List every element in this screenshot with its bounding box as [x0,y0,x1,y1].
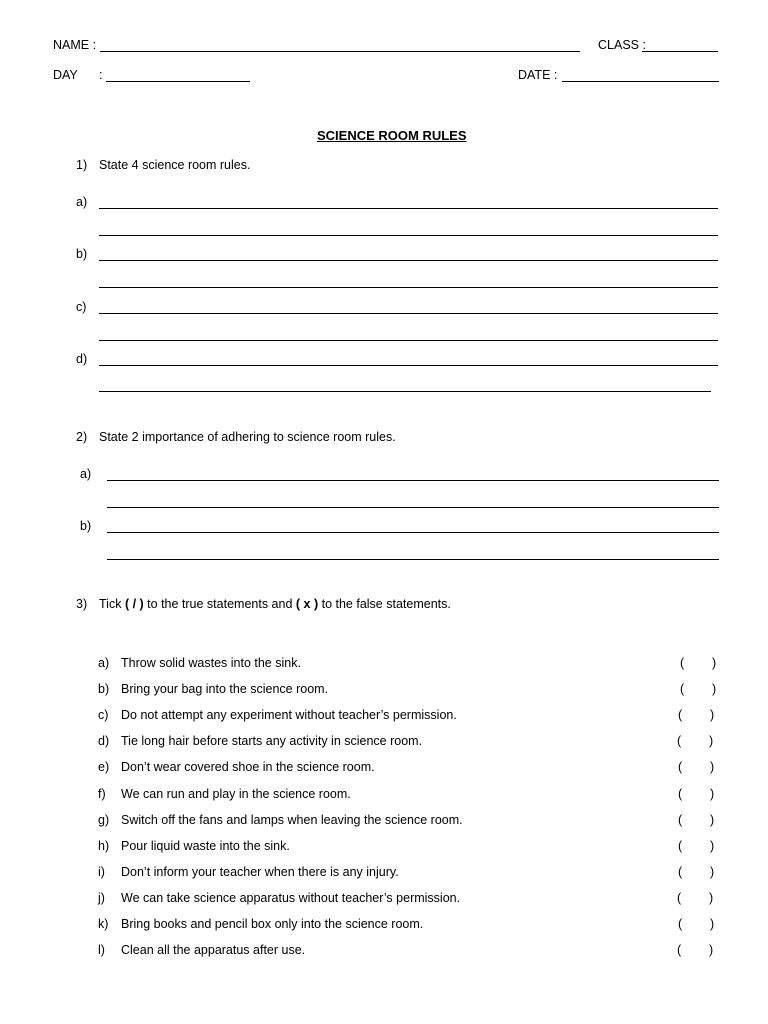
answer-box-close-paren: ) [709,734,714,748]
answer-box-open-paren: ( [678,787,683,801]
class-field[interactable] [642,51,718,52]
statement-letter: e) [98,760,110,774]
q3-instruction [99,597,451,611]
q1-item-c-label: c) [76,300,87,314]
q1-d-answer-line-1[interactable] [99,365,718,366]
answer-box[interactable] [678,839,716,855]
answer-box[interactable] [680,682,718,698]
q1-item-a-label: a) [76,195,88,209]
answer-box-open-paren: ( [678,865,683,879]
answer-box[interactable] [678,708,716,724]
answer-box[interactable] [678,813,716,829]
q3-text-before: Tick [99,597,122,611]
q2-item-b-label: b) [80,519,92,533]
q2-a-answer-line-2[interactable] [107,507,719,508]
answer-box-open-paren: ( [680,682,685,696]
statement-text: Pour liquid waste into the sink. [121,839,290,853]
answer-box-close-paren: ) [709,891,714,905]
q1-b-answer-line-2[interactable] [99,287,718,288]
answer-box-open-paren: ( [677,891,682,905]
statement-text: Bring books and pencil box only into the science room. [121,917,424,931]
answer-box-close-paren: ) [710,865,715,879]
answer-box-close-paren: ) [710,787,715,801]
answer-box[interactable] [678,917,716,933]
q2-a-answer-line-1[interactable] [107,480,719,481]
day-colon: : [99,68,103,82]
q1-item-b-label: b) [76,247,88,261]
statement-letter: b) [98,682,110,696]
answer-box[interactable] [677,734,715,750]
q2-text: State 2 importance of adhering to science room rules. [99,430,396,444]
answer-box-open-paren: ( [678,839,683,853]
q1-c-answer-line-2[interactable] [99,340,718,341]
q3-text-middle: to the true statements and [147,597,293,611]
statement-letter: d) [98,734,110,748]
cross-mark-symbol: ( x ) [295,597,319,611]
q1-text: State 4 science room rules. [99,158,251,172]
answer-box-open-paren: ( [678,708,683,722]
q2-b-answer-line-2[interactable] [107,559,719,560]
class-label: CLASS : [598,38,646,52]
answer-box-close-paren: ) [712,656,717,670]
answer-box-close-paren: ) [709,943,714,957]
statement-letter: j) [98,891,105,905]
statement-letter: h) [98,839,110,853]
statement-letter: g) [98,813,110,827]
answer-box-close-paren: ) [710,760,715,774]
answer-box-close-paren: ) [710,839,715,853]
answer-box[interactable] [680,656,718,672]
statement-text: Switch off the fans and lamps when leaving the science room. [121,813,463,827]
answer-box[interactable] [678,760,716,776]
q1-item-d-label: d) [76,352,88,366]
answer-box-open-paren: ( [678,813,683,827]
answer-box-open-paren: ( [678,760,683,774]
date-field[interactable] [562,81,719,82]
statement-text: Don’t inform your teacher when there is any injury. [121,865,399,879]
answer-box[interactable] [677,891,715,907]
statement-text: We can run and play in the science room. [121,787,351,801]
tick-mark-symbol: ( / ) [124,597,144,611]
answer-box-open-paren: ( [678,917,683,931]
answer-box-open-paren: ( [677,734,682,748]
q2-b-answer-line-1[interactable] [107,532,719,533]
page-title: SCIENCE ROOM RULES [317,128,467,143]
q1-d-answer-line-2[interactable] [99,391,711,392]
q1-c-answer-line-1[interactable] [99,313,718,314]
statement-letter: a) [98,656,110,670]
q1-b-answer-line-1[interactable] [99,260,718,261]
statement-text: Tie long hair before starts any activity in science room. [121,734,423,748]
statement-text: Clean all the apparatus after use. [121,943,306,957]
day-field[interactable] [106,81,250,82]
answer-box-close-paren: ) [710,708,715,722]
statement-letter: i) [98,865,105,879]
statement-text: Do not attempt any experiment without teacher’s permission. [121,708,457,722]
statement-letter: c) [98,708,109,722]
statement-text: We can take science apparatus without teacher’s permission. [121,891,461,905]
statement-text: Throw solid wastes into the sink. [121,656,301,670]
q3-text-after: to the false statements. [321,597,451,611]
answer-box-open-paren: ( [677,943,682,957]
date-label: DATE : [518,68,558,82]
answer-box[interactable] [678,865,716,881]
q3-number: 3) [76,597,88,611]
statement-letter: l) [98,943,105,957]
q1-a-answer-line-1[interactable] [99,208,718,209]
name-label: NAME : [53,38,97,52]
statement-text: Don’t wear covered shoe in the science room. [121,760,375,774]
name-field[interactable] [100,51,580,52]
day-label: DAY [53,68,78,82]
q1-a-answer-line-2[interactable] [99,235,718,236]
answer-box[interactable] [678,787,716,803]
statement-text: Bring your bag into the science room. [121,682,329,696]
statement-letter: f) [98,787,106,801]
answer-box-close-paren: ) [710,917,715,931]
answer-box-open-paren: ( [680,656,685,670]
answer-box[interactable] [677,943,715,959]
q2-item-a-label: a) [80,467,92,481]
q2-number: 2) [76,430,88,444]
answer-box-close-paren: ) [712,682,717,696]
answer-box-close-paren: ) [710,813,715,827]
q1-number: 1) [76,158,88,172]
statement-letter: k) [98,917,109,931]
